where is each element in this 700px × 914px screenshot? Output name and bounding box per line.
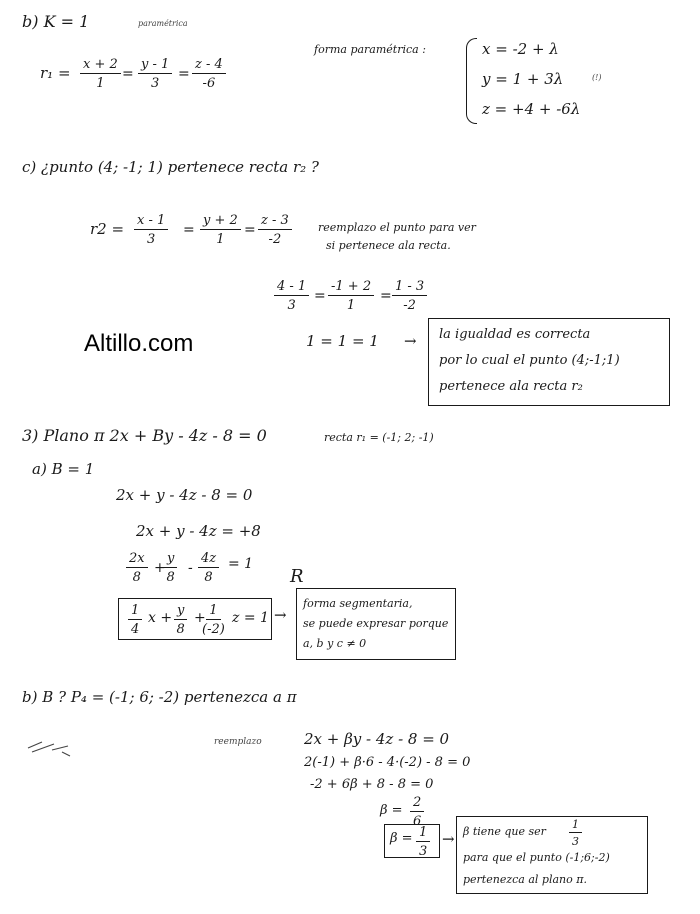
seg-frac-x <box>128 604 142 636</box>
part-a-mark: R <box>290 566 304 587</box>
r1-frac-y-num: y - 1 <box>138 58 172 74</box>
seg-frac-z <box>202 604 225 636</box>
part-b-step-3: -2 + 6β + 8 - 8 = 0 <box>310 777 434 792</box>
r1-frac-y-den: 3 <box>151 76 160 91</box>
part-a-label: a) B = 1 <box>32 460 95 478</box>
seg-part-3: z = 1 <box>232 610 269 626</box>
minus-sign: - <box>188 560 193 576</box>
part-a-step-1: 2x + y - 4z - 8 = 0 <box>116 486 253 504</box>
seg-frac-y-num: y <box>174 604 187 620</box>
part-a-frac-1 <box>126 552 148 584</box>
beta-note-line-1: β tiene que ser <box>463 825 546 838</box>
part-c-note-line-1: reemplazo el punto para ver <box>318 221 476 234</box>
seg-note-line-3: a, b y c ≠ 0 <box>303 637 367 650</box>
r2-frac-z-num: z - 3 <box>258 214 292 230</box>
beta-eq-lhs: β = <box>380 803 403 818</box>
beta-note-box <box>456 816 648 894</box>
section-3-heading: 3) Plano π 2x + By - 4z - 8 = 0 <box>22 426 267 445</box>
seg-frac-y-den: 8 <box>176 622 185 637</box>
part-b-beta-label: b) B ? P₄ = (-1; 6; -2) pertenezca a π <box>22 688 297 706</box>
conclusion-line-3: pertenece ala recta r₂ <box>439 379 583 394</box>
param-eq-z: z = +4 + -6λ <box>482 100 581 118</box>
r1-frac-z-num: z - 4 <box>192 58 226 74</box>
part-b-label: b) K = 1 <box>22 12 90 31</box>
equals-sign: = <box>178 66 190 82</box>
subst-frac-y <box>328 280 374 312</box>
seg-frac-x-num: 1 <box>128 604 142 620</box>
segmentaria-note-box <box>296 588 456 660</box>
conclusion-box <box>428 318 670 406</box>
equals-sign: = <box>244 222 256 238</box>
part-c-result: 1 = 1 = 1 <box>306 332 379 350</box>
subst-frac-z <box>392 280 427 312</box>
watermark: Altillo.com <box>84 330 194 357</box>
r2-frac-x-den: 3 <box>146 232 156 247</box>
part-b-step-2: 2(-1) + β·6 - 4·(-2) - 8 = 0 <box>304 755 471 770</box>
subst-frac-z-num: 1 - 3 <box>392 280 427 296</box>
r2-frac-y <box>200 214 241 246</box>
part-a-frac-2-den: 8 <box>166 570 175 585</box>
arrow-icon: → <box>442 830 455 848</box>
part-a-frac-1-num: 2x <box>126 552 148 568</box>
seg-note-line-2: se puede expresar porque <box>303 617 449 630</box>
part-a-frac-2 <box>164 552 177 584</box>
seg-part-1: x + <box>148 610 173 626</box>
subst-frac-x-num: 4 - 1 <box>274 280 309 296</box>
arrow-icon: → <box>274 606 287 624</box>
subst-frac-x-den: 3 <box>287 298 296 313</box>
section-3-recta: recta r₁ = (-1; 2; -1) <box>324 431 434 444</box>
r2-frac-y-den: 1 <box>216 232 225 247</box>
seg-note-line-1: forma segmentaria, <box>303 597 413 610</box>
scribble-mark <box>24 734 74 758</box>
part-a-step-2: 2x + y - 4z = +8 <box>136 522 261 540</box>
seg-frac-x-den: 4 <box>131 622 140 637</box>
subst-frac-x <box>274 280 309 312</box>
beta-note-frac <box>569 819 582 847</box>
param-brace <box>466 38 477 124</box>
r2-frac-y-num: y + 2 <box>200 214 241 230</box>
beta-note-line-2: para que el punto (-1;6;-2) <box>463 851 610 864</box>
beta-result-lhs: β = <box>390 831 413 846</box>
subst-frac-y-num: -1 + 2 <box>328 280 374 296</box>
part-a-frac-3-num: 4z <box>198 552 219 568</box>
r1-frac-x-den: 1 <box>96 76 105 91</box>
part-a-frac-3 <box>198 552 219 584</box>
r1-frac-z <box>192 58 226 90</box>
r1-frac-x-num: x + 2 <box>80 58 121 74</box>
param-eq-x: x = -2 + λ <box>482 40 559 58</box>
part-a-frac-2-num: y <box>164 552 177 568</box>
seg-part-2: + <box>194 610 206 626</box>
beta-note-line-3: pertenezca al plano π. <box>463 873 587 886</box>
conclusion-line-1: la igualdad es correcta <box>439 327 591 342</box>
r2-frac-z-den: -2 <box>268 232 282 247</box>
subst-frac-y-den: 1 <box>346 298 356 313</box>
conclusion-line-2: por lo cual el punto (4;-1;1) <box>439 353 620 368</box>
r1-frac-z-den: -6 <box>202 76 216 91</box>
arrow-icon: → <box>404 332 417 350</box>
beta-note-frac-den: 3 <box>572 835 579 848</box>
beta-result-num: 1 <box>416 826 430 842</box>
equals-sign: = <box>183 222 195 238</box>
r2-frac-x <box>134 214 168 246</box>
equals-one: = 1 <box>228 556 254 572</box>
beta-result-den: 3 <box>419 844 428 859</box>
r2-frac-z <box>258 214 292 246</box>
seg-frac-z-den: (-2) <box>202 622 225 637</box>
param-label: forma paramétrica : <box>314 43 426 56</box>
part-b-step-1: 2x + βy - 4z - 8 = 0 <box>304 730 450 748</box>
part-a-frac-3-den: 8 <box>204 570 213 585</box>
part-a-frac-1-den: 8 <box>132 570 141 585</box>
seg-frac-y <box>174 604 187 636</box>
r1-label: r₁ = <box>40 64 71 82</box>
equals-sign: = <box>122 66 134 82</box>
subst-frac-z-den: -2 <box>403 298 416 313</box>
beta-result-frac <box>416 826 430 858</box>
param-eq-y: y = 1 + 3λ <box>482 70 564 88</box>
r2-label: r2 = <box>90 220 125 238</box>
part-b-note: paramétrica <box>138 19 188 28</box>
part-c-note-line-2: si pertenece ala recta. <box>326 239 451 252</box>
beta-note-frac-num: 1 <box>569 819 582 833</box>
plus-sign: + <box>154 560 166 576</box>
r1-frac-y <box>138 58 172 90</box>
equals-sign: = <box>380 288 392 304</box>
reemplazo-label: reemplazo <box>214 737 262 747</box>
r2-frac-x-num: x - 1 <box>134 214 168 230</box>
r1-frac-x <box>80 58 121 90</box>
equals-sign: = <box>314 288 326 304</box>
part-c-question: c) ¿punto (4; -1; 1) pertenece recta r₂ ? <box>22 158 319 176</box>
seg-frac-z-num: 1 <box>206 604 220 620</box>
beta-frac-den: 6 <box>413 814 422 829</box>
param-mark: (!) <box>592 73 602 82</box>
beta-frac-num: 2 <box>410 796 424 812</box>
